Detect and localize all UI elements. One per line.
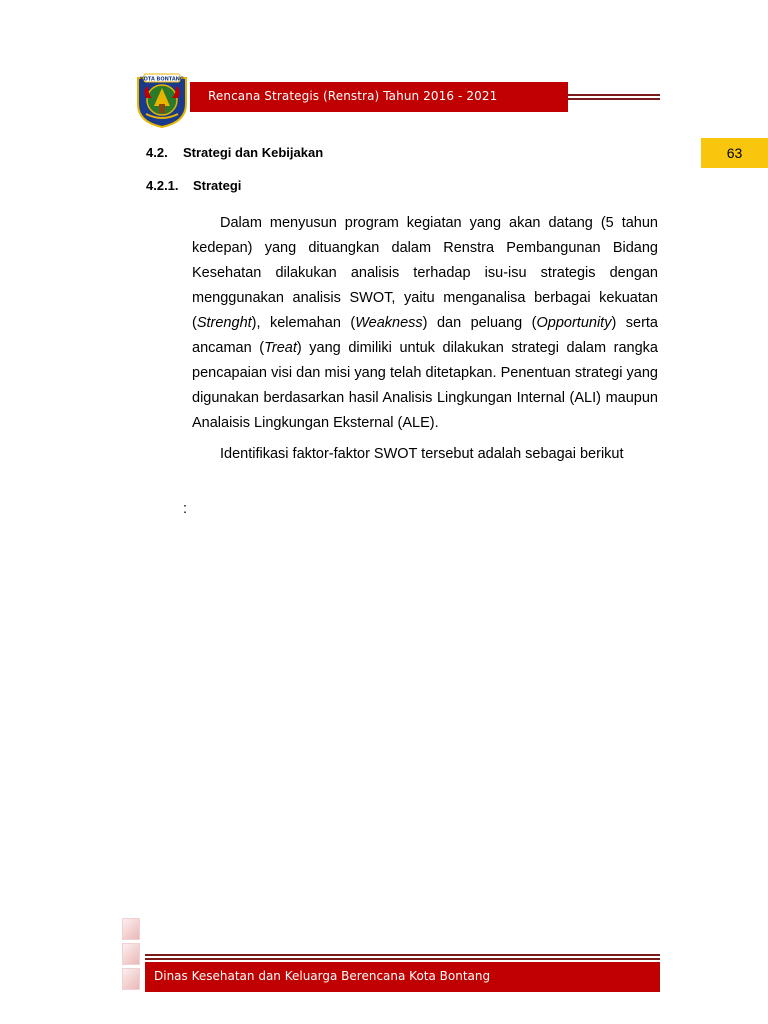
footer-line: [145, 954, 660, 956]
section-title: Strategi dan Kebijakan: [183, 145, 324, 160]
footer-bar: [145, 962, 660, 992]
header-line: [568, 94, 660, 96]
footer-square: [122, 943, 140, 965]
city-emblem-logo: [132, 70, 192, 128]
p1-italic-3: Opportunity: [536, 315, 612, 331]
footer-line: [145, 958, 660, 960]
footer-decorative-lines: [145, 954, 660, 962]
section-heading: [146, 145, 323, 160]
header-bar: [190, 82, 568, 112]
header-line: [568, 98, 660, 100]
page-number-badge: 63: [701, 138, 768, 168]
p1-italic-2: Weakness: [355, 315, 423, 331]
subsection-heading: [146, 178, 241, 193]
p1-text-2: ), kelemahan (: [251, 315, 356, 331]
footer-square: [122, 968, 140, 990]
p1-text-1: Dalam menyusun program kegiatan yang akan datang (5 tahun kedepan) yang dituangkan dalam Renstra Pembangunan Bidang Kesehatan dilakukan analisis terhadap isu-isu strategis dengan menggunakan analisis SWOT, yaitu menganalisa berbagai kekuatan (: [192, 215, 658, 331]
body-content: [192, 211, 658, 467]
section-number: 4.2.: [146, 145, 168, 160]
header-title: Rencana Strategis (Renstra) Tahun 2016 - 2021: [208, 89, 498, 103]
p1-text-5: ) yang dimiliki untuk dilakukan strategi dalam rangka pencapaian visi dan misi yang telah ditetapkan. Penentuan strategi yang digunakan berdasarkan hasil Analisis Lingkungan Internal (ALI) maupun Analaisis Lingkungan Eksternal (ALE).: [192, 340, 658, 431]
header-decorative-lines: [568, 94, 660, 102]
subsection-title: Strategi: [193, 178, 242, 193]
footer-title: Dinas Kesehatan dan Keluarga Berencana Kota Bontang: [154, 969, 491, 983]
logo-text: KOTA BONTANG: [140, 76, 184, 83]
p1-text-3: ) dan peluang (: [422, 315, 537, 331]
p1-text-4: ) serta ancaman (: [192, 315, 658, 356]
footer-square: [122, 918, 140, 940]
p1-italic-4: Treat: [264, 340, 297, 356]
p1-italic-1: Strenght: [196, 315, 252, 331]
trailing-colon: :: [183, 501, 188, 517]
paragraph-2: [192, 442, 658, 467]
subsection-number: 4.2.1.: [146, 178, 179, 193]
paragraph-1: [192, 211, 658, 436]
p2-text: Identifikasi faktor-faktor SWOT tersebut adalah sebagai berikut: [220, 446, 624, 462]
footer-decorative-squares: [122, 918, 140, 993]
